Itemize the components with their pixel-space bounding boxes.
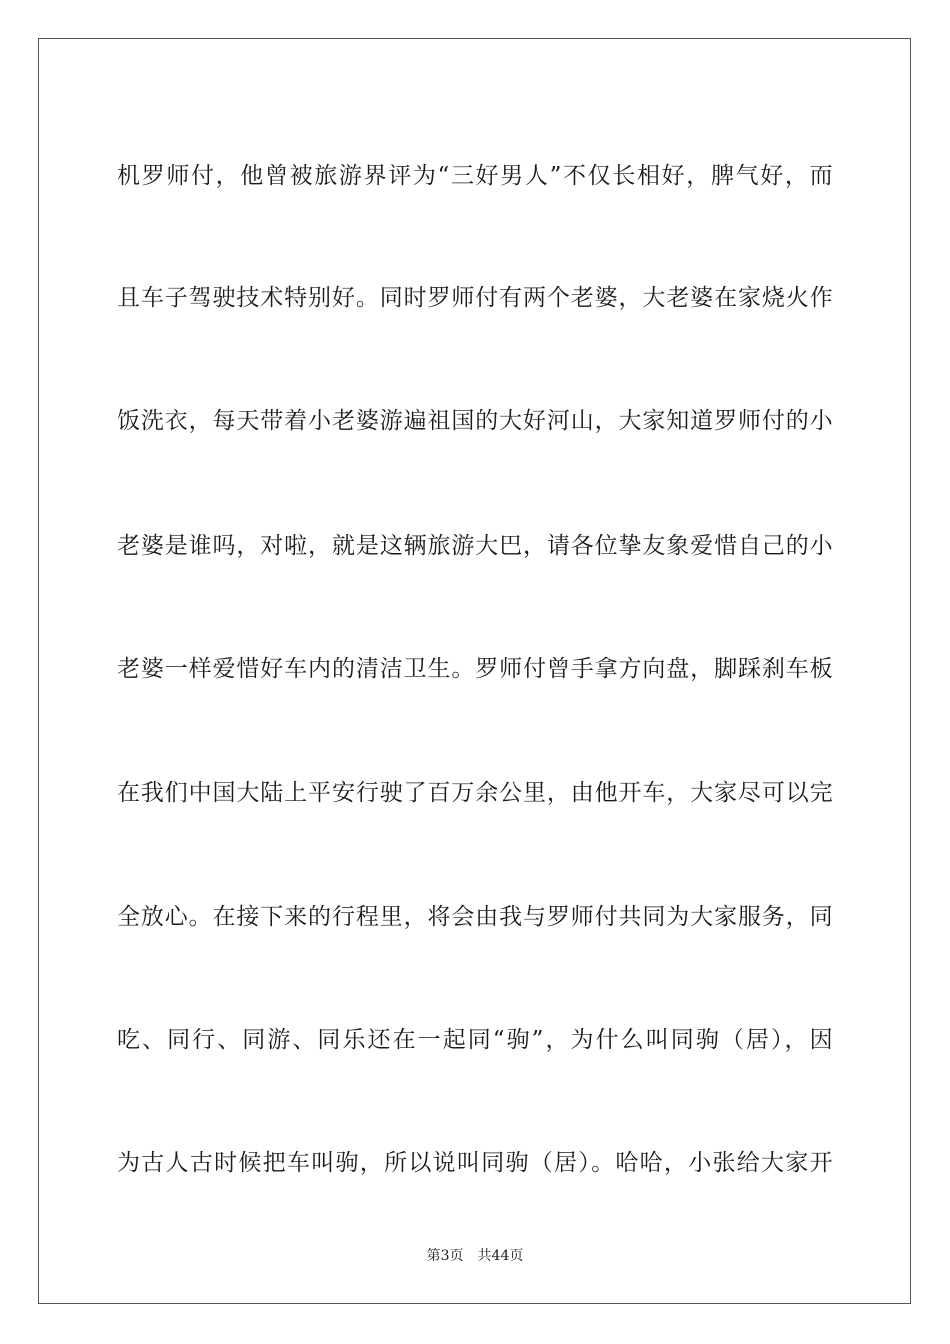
page-number: 第3页 (426, 1248, 464, 1264)
body-text-line-6: 在我们中国大陆上平安行驶了百万余公里，由他开车，大家尽可以完 (117, 780, 833, 806)
body-text-line-4: 老婆是谁吗，对啦，就是这辆旅游大巴，请各位挚友象爱惜自己的小 (117, 533, 833, 559)
body-text-line-3: 饭洗衣，每天带着小老婆游遍祖国的大好河山，大家知道罗师付的小 (117, 408, 833, 434)
body-text-line-1: 机罗师付，他曾被旅游界评为“三好男人”不仅长相好，脾气好，而 (117, 163, 833, 189)
body-text-line-7: 全放心。在接下来的行程里，将会由我与罗师付共同为大家服务，同 (117, 904, 833, 930)
page-footer (0, 1246, 950, 1266)
body-text-line-9: 为古人古时候把车叫驹，所以说叫同驹（居）。哈哈，小张给大家开 (117, 1150, 833, 1176)
body-text-line-5: 老婆一样爱惜好车内的清洁卫生。罗师付曾手拿方向盘，脚踩刹车板 (117, 656, 833, 682)
total-pages: 共44页 (477, 1248, 524, 1264)
body-text-line-8: 吃、同行、同游、同乐还在一起同“驹”，为什么叫同驹（居），因 (117, 1027, 833, 1053)
body-text-line-2: 且车子驾驶技术特别好。同时罗师付有两个老婆，大老婆在家烧火作 (117, 285, 833, 311)
